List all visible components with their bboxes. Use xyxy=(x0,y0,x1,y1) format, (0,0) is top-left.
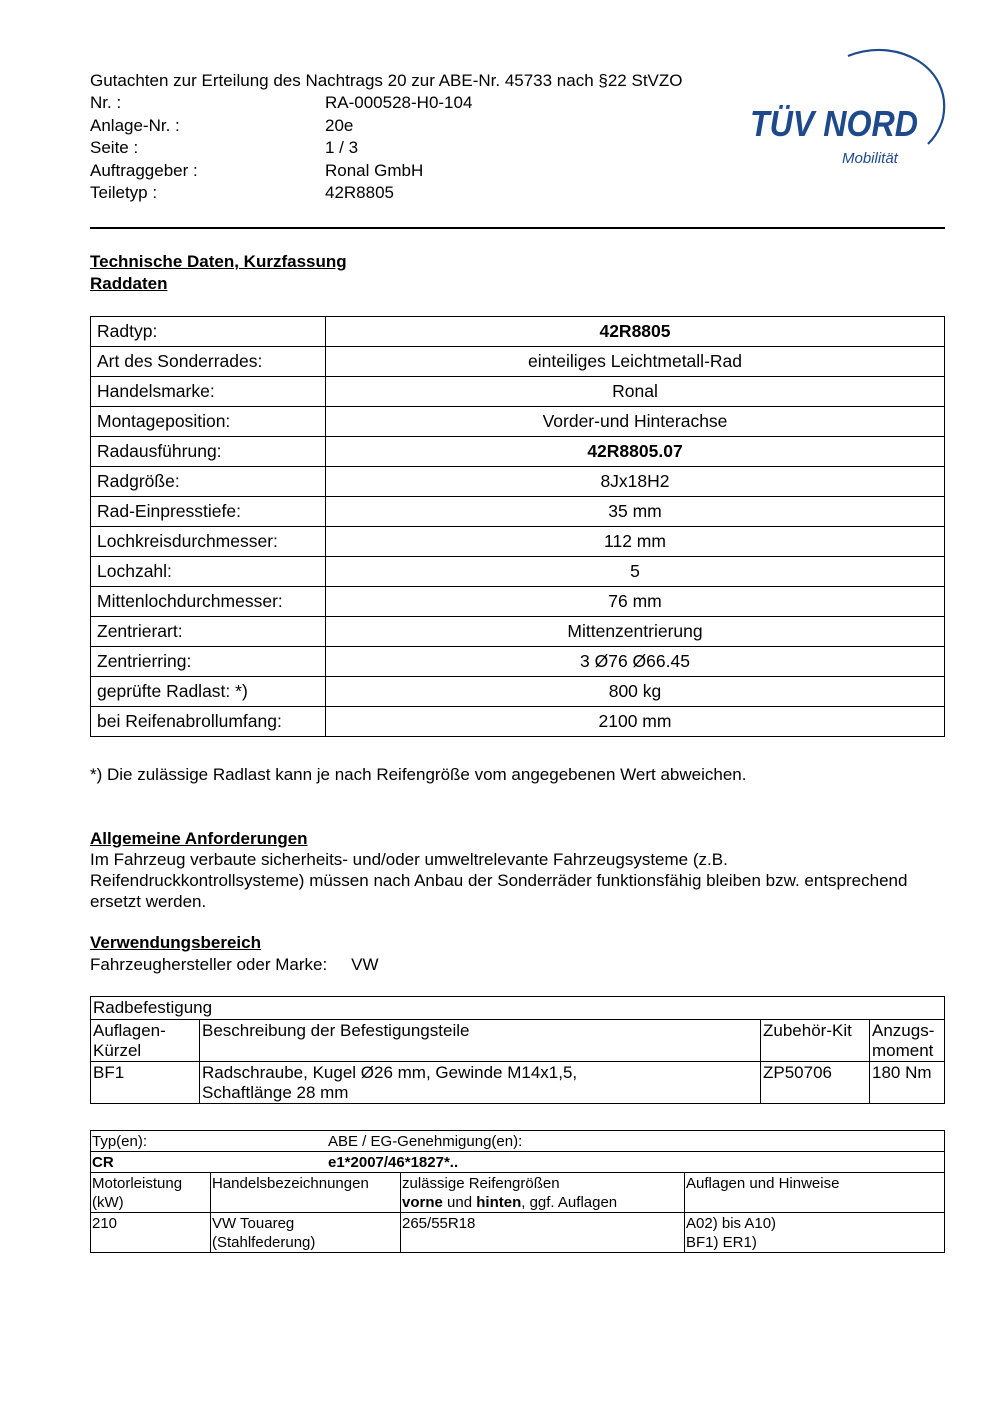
raddaten-row xyxy=(91,497,945,527)
raddaten-row xyxy=(91,437,945,467)
header-motorleistung: Motorleistung (kW) xyxy=(91,1173,211,1213)
raddaten-row xyxy=(91,677,945,707)
raddaten-value: 5 xyxy=(326,557,945,587)
typ-label: Typ(en): xyxy=(92,1133,148,1150)
typ-value: CR xyxy=(92,1154,114,1171)
cell-hinweise: A02) bis A10) BF1) ER1) xyxy=(685,1213,945,1253)
raddaten-value: 2100 mm xyxy=(326,707,945,737)
header-row xyxy=(90,115,354,137)
raddaten-row xyxy=(91,557,945,587)
header-row xyxy=(90,160,424,182)
raddaten-label: geprüfte Radlast: *) xyxy=(91,677,326,707)
radbefestigung-title: Radbefestigung xyxy=(91,997,945,1020)
header-row-label: Seite : xyxy=(90,138,139,157)
raddaten-row xyxy=(91,347,945,377)
raddaten-row xyxy=(91,527,945,557)
raddaten-value: Mittenzentrierung xyxy=(326,617,945,647)
document-title: Gutachten zur Erteilung des Nachtrags 20 zur ABE-Nr. 45733 nach §22 StVZO xyxy=(90,71,683,90)
raddaten-label: Radausführung: xyxy=(91,437,326,467)
raddaten-row xyxy=(91,467,945,497)
cell-kit: ZP50706 xyxy=(761,1062,870,1104)
raddaten-row xyxy=(91,587,945,617)
header-row-label: Auftraggeber : xyxy=(90,160,198,180)
header-reifengroessen: zulässige Reifengrößen vorne und hinten, ggf. Auflagen xyxy=(401,1173,685,1213)
raddaten-row xyxy=(91,377,945,407)
raddaten-label: Radtyp: xyxy=(91,317,326,347)
typ-table xyxy=(90,1130,945,1253)
header-row-value: 42R8805 xyxy=(325,183,395,202)
hersteller-label: Fahrzeughersteller oder Marke: xyxy=(90,955,328,974)
header-kuerzel: Auflagen- Kürzel xyxy=(91,1020,200,1062)
raddaten-label: bei Reifenabrollumfang: xyxy=(91,707,326,737)
raddaten-label: Art des Sonderrades: xyxy=(91,347,326,377)
raddaten-value: Vorder-und Hinterachse xyxy=(326,407,945,437)
header-kit: Zubehör-Kit xyxy=(761,1020,870,1062)
section-technische-daten: Technische Daten, Kurzfassung xyxy=(90,252,347,271)
raddaten-value: 3 Ø76 Ø66.45 xyxy=(326,647,945,677)
cell-kw: 210 xyxy=(91,1213,211,1253)
section-verwendung: Verwendungsbereich xyxy=(90,933,261,952)
raddaten-label: Radgröße: xyxy=(91,467,326,497)
header-row-label: Anlage-Nr. : xyxy=(90,115,180,135)
raddaten-label: Rad-Einpresstiefe: xyxy=(91,497,326,527)
raddaten-value: 42R8805.07 xyxy=(326,437,945,467)
header-moment: Anzugs- moment xyxy=(870,1020,945,1062)
hersteller-value: VW xyxy=(351,955,379,974)
tuv-nord-logo xyxy=(748,48,948,168)
typ-value-row xyxy=(91,1152,945,1173)
raddaten-value: einteiliges Leichtmetall-Rad xyxy=(326,347,945,377)
footnote: *) Die zulässige Radlast kann je nach Reifengröße vom angegebenen Wert abweichen. xyxy=(90,765,747,784)
header-beschreibung: Beschreibung der Befestigungsteile xyxy=(200,1020,761,1062)
raddaten-value: 112 mm xyxy=(326,527,945,557)
header-row-label: Nr. : xyxy=(90,93,122,112)
raddaten-row xyxy=(91,707,945,737)
cell-handelsbezeichnung: VW Touareg (Stahlfederung) xyxy=(211,1213,401,1253)
typ-label-row xyxy=(91,1131,945,1152)
header-row-label: Teiletyp : xyxy=(90,183,158,202)
header-row xyxy=(90,92,473,114)
header-row-value: 20e xyxy=(325,115,354,135)
raddaten-label: Zentrierart: xyxy=(91,617,326,647)
abe-label: ABE / EG-Genehmigung(en): xyxy=(328,1133,523,1150)
header-handelsbezeichnungen: Handelsbezeichnungen xyxy=(211,1173,401,1213)
header-row-value: Ronal GmbH xyxy=(325,160,424,180)
cell-moment: 180 Nm xyxy=(870,1062,945,1104)
abe-value: e1*2007/46*1827*.. xyxy=(328,1154,459,1171)
cell-reifen: 265/55R18 xyxy=(401,1213,685,1253)
raddaten-row xyxy=(91,317,945,347)
raddaten-value: Ronal xyxy=(326,377,945,407)
logo-brand-text: TÜV NORD xyxy=(750,103,918,144)
header-auflagen: Auflagen und Hinweise xyxy=(685,1173,945,1213)
raddaten-label: Handelsmarke: xyxy=(91,377,326,407)
raddaten-label: Zentrierring: xyxy=(91,647,326,677)
raddaten-row xyxy=(91,617,945,647)
section-allgemein: Allgemeine Anforderungen xyxy=(90,829,308,848)
raddaten-row xyxy=(91,407,945,437)
header-row-value: RA-000528-H0-104 xyxy=(325,93,473,112)
raddaten-label: Mittenlochdurchmesser: xyxy=(91,587,326,617)
raddaten-value: 8Jx18H2 xyxy=(326,467,945,497)
radbefestigung-table xyxy=(90,996,945,1104)
raddaten-value: 42R8805 xyxy=(326,317,945,347)
header-row xyxy=(90,137,359,159)
raddaten-label: Lochzahl: xyxy=(91,557,326,587)
cell-beschreibung: Radschraube, Kugel Ø26 mm, Gewinde M14x1,5, Schaftlänge 28 mm xyxy=(200,1062,761,1104)
raddaten-value: 800 kg xyxy=(326,677,945,707)
hersteller-line xyxy=(90,954,930,975)
header-row-value: 1 / 3 xyxy=(325,138,359,157)
section-raddaten: Raddaten xyxy=(90,274,168,293)
cell-kuerzel: BF1 xyxy=(91,1062,200,1104)
raddaten-value: 76 mm xyxy=(326,587,945,617)
raddaten-table xyxy=(90,316,945,737)
logo-sub-text: Mobilität xyxy=(842,150,898,167)
raddaten-label: Lochkreisdurchmesser: xyxy=(91,527,326,557)
raddaten-row xyxy=(91,647,945,677)
raddaten-value: 35 mm xyxy=(326,497,945,527)
header-rule xyxy=(90,227,945,229)
raddaten-label: Montageposition: xyxy=(91,407,326,437)
header-row xyxy=(90,182,395,204)
allgemein-text: Im Fahrzeug verbaute sicherheits- und/oder umweltrelevante Fahrzeugsysteme (z.B. Reifendruckkontrollsysteme) müssen nach Anbau der Sonderräder funktionsfähig bleiben bzw. entsprechend ersetzt werden. xyxy=(90,850,908,911)
